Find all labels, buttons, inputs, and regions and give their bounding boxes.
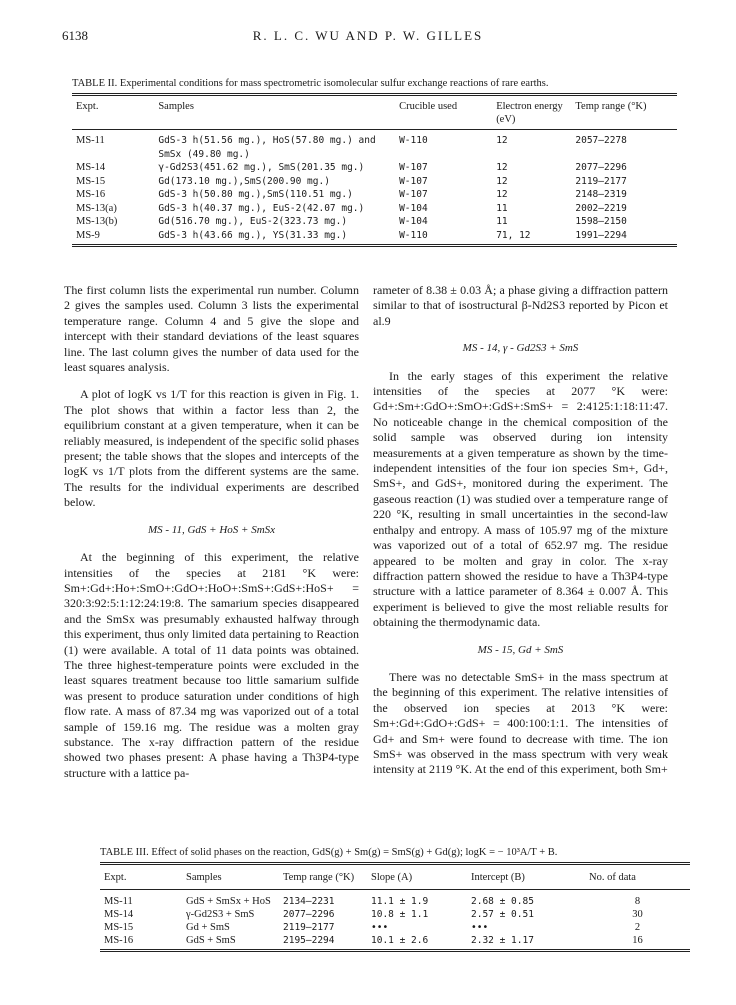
table-cell: MS-13(a) (76, 202, 117, 214)
table-cell: MS-9 (76, 229, 100, 241)
table-cell: 8 (634, 896, 641, 907)
table-cell: W-104 (399, 216, 428, 227)
table-cell: 12 (496, 175, 508, 187)
table-cell: 2002—2219 (575, 202, 627, 214)
table-3-header-count: No. of data (589, 872, 636, 883)
table-cell: W-110 (399, 229, 428, 241)
table-cell: 2134—2231 (283, 896, 335, 907)
table-cell: GdS + SmS (186, 935, 236, 946)
table-cell: 2.32 ± 1.17 (471, 935, 534, 946)
table-cell: MS-15 (76, 175, 106, 187)
table-cell: 2077—2296 (283, 909, 335, 920)
table-row (100, 908, 690, 921)
table-3-header-slope: Slope (A) (371, 872, 413, 883)
section-subheading: MS - 14, γ - Gd2S3 + SmS (462, 342, 579, 355)
table-cell: MS-13(b) (76, 216, 118, 227)
table-cell: MS-11 (76, 135, 105, 146)
table-cell: Gd(516.70 mg.), EuS-2(323.73 mg.) (158, 216, 348, 227)
table-3 (100, 862, 690, 952)
table-cell: 2119—2177 (283, 922, 335, 933)
table-cell: Gd + SmS (186, 922, 230, 933)
section-subheading: MS - 11, GdS + HoS + SmSx (147, 523, 276, 536)
table-cell: Gd(173.10 mg.),SmS(200.90 mg.) (158, 175, 330, 187)
table-cell: ••• (471, 922, 489, 933)
table-2-header-expt: Expt. (76, 101, 99, 112)
table-3-header-expt: Expt. (104, 872, 127, 883)
table-3-header-row (100, 864, 690, 890)
table-3-header-temp: Temp range (°K) (283, 872, 355, 883)
table-row (100, 934, 690, 951)
table-cell: 71, 12 (496, 229, 531, 241)
table-cell: W-107 (399, 162, 428, 173)
table-cell: ••• (371, 922, 389, 933)
table-cell: MS-15 (104, 922, 134, 933)
table-cell: 30 (632, 909, 643, 920)
table-cell: W-107 (399, 175, 428, 187)
table-2-header-samples: Samples (158, 101, 194, 112)
table-cell: 16 (632, 935, 643, 946)
table-cell: 2.57 ± 0.51 (471, 909, 534, 920)
table-cell: 1598—2150 (575, 216, 627, 227)
table-2-caption: TABLE II. Experimental conditions for mass spectrometric isomolecular sulfur exchange reactions of rare earths. (72, 78, 549, 89)
table-cell: γ-Gd2S3(451.62 mg.), SmS(201.35 mg.) (158, 162, 365, 173)
left-text-column (64, 283, 359, 781)
table-3-header-samples: Samples (186, 872, 222, 883)
table-cell: W-104 (399, 202, 428, 214)
table-cell: GdS + SmSx + HoS (186, 896, 271, 907)
table-cell: W-110 (399, 135, 428, 146)
table-cell: GdS-3 h(40.37 mg.), EuS-2(42.07 mg.) (158, 202, 365, 214)
table-3-header-intercept: Intercept (B) (471, 872, 525, 883)
table-cell: 10.8 ± 1.1 (371, 909, 429, 920)
table-row (72, 188, 677, 202)
body-paragraph: rameter of 8.38 ± 0.03 Å; a phase giving a diffraction pattern similar to that of isostructural β-Nd2S3 reported by Picon et al.9 (373, 283, 668, 328)
body-paragraph: In the early stages of this experiment the relative intensities of the species at 2077 °K were: Gd+:Sm+:GdO+:SmO+:GdS+:SmS+ = 2:4125:1:18:11:47. No noticeable change in the chemical composition of the solid sample was observed during ion intensity measurements at a given temperature as shown by the time-independent intensities of the four ion species Sm+, Gd+, SmS+, and GdS+, monitored during the experiment. The gaseous reaction (1) was studied over a temperature range of 220 °K, resulting in small uncertainties in the second-law enthalpy and entropy. A mass of 105.97 mg of the mixture was vaporized out of a total of 652.97 mg. The residue appeared to be molten and gray in color. The x-ray diffraction pattern showed the residue to have a Th3P4-type structure with a lattice parameter of 8.364 ± 0.007 Å. This experiment is believed to give the most reliable results for obtaining the thermodynamic data. (373, 368, 668, 630)
table-cell: 2 (634, 922, 641, 933)
table-row (100, 921, 690, 934)
table-2-header-temp: Temp range (°K) (575, 101, 647, 112)
body-paragraph: At the beginning of this experiment, the relative intensities of the species at 2181 °K were: Sm+:Gd+:Ho+:SmO+:GdO+:HoO+:SmS+:GdS+:HoS+ = 320:3:92:5:1:12:24:19:8. The samarium species disappeared and the SmSx was presumably exhausted halfway through this experiment, thus only limited data pertaining to Reaction (1) were available. A total of 11 data points was obtained. The three highest-temperature points were excluded in the least squares treatment because too little samarium sulfide was present to produce saturation under conditions of high flow rate. A mass of 87.34 mg was vaporized out of a total sample of 159.16 mg. The residue was a molten gray substance. The x-ray diffraction pattern of the residue showed two phases present: A phase having a Th3P4-type structure with a lattice pa- (64, 550, 359, 780)
table-2-header-row (72, 95, 677, 130)
table-cell: 2.68 ± 0.85 (471, 896, 534, 907)
table-cell: GdS-3 h(43.66 mg.), YS(31.33 mg.) (158, 229, 348, 241)
table-3-caption: TABLE III. Effect of solid phases on the reaction, GdS(g) + Sm(g) = SmS(g) + Gd(g); logK = − 10³A/T + B. (100, 847, 558, 858)
right-text-column (373, 283, 668, 778)
table-row (72, 130, 677, 162)
table-cell: 11 (496, 202, 508, 214)
table-cell: GdS-3 h(50.80 mg.),SmS(110.51 mg.) (158, 189, 353, 200)
table-cell: 11.1 ± 1.9 (371, 896, 429, 907)
table-cell: 12 (496, 135, 508, 146)
table-cell: 2148—2319 (575, 189, 627, 200)
table-cell: MS-16 (76, 189, 106, 200)
body-paragraph: There was no detectable SmS+ in the mass spectrum at the beginning of this experiment. The relative intensities of the observed ion species at 2013 °K were: Sm+:Gd+:GdO+:GdS+ = 400:100:1:1. The intensities of Gd+ and Sm+ were found to decrease with time. The ion SmS+ was observed in the mass spectrum with very weak intensity at 2119 °K. At the end of this experiment, both Sm+ (373, 669, 668, 777)
table-cell: 2195—2294 (283, 935, 335, 946)
table-cell: 1991—2294 (575, 229, 627, 241)
running-head: R. L. C. WU AND P. W. GILLES (252, 28, 484, 43)
table-cell: 2077—2296 (575, 162, 627, 173)
table-2 (72, 93, 677, 247)
table-cell: MS-11 (104, 896, 133, 907)
body-paragraph: The first column lists the experimental run number. Column 2 gives the samples used. Column 3 lists the experimental temperature range. Column 4 and 5 give the slope and intercept with their standard deviations of the least squares line. The last column gives the number of data used for the least squares analysis. (64, 283, 359, 375)
table-row (72, 175, 677, 189)
table-cell: MS-14 (76, 162, 106, 173)
table-cell: W-107 (399, 189, 428, 200)
table-cell: MS-16 (104, 935, 134, 946)
table-cell: γ-Gd2S3 + SmS (186, 909, 255, 920)
table-2-header-crucible: Crucible used (399, 101, 458, 112)
table-row (72, 161, 677, 175)
table-2-header-energy: Electron energy (eV) (496, 101, 563, 125)
table-row (100, 890, 690, 909)
table-cell: MS-14 (104, 909, 134, 920)
table-cell: 2119—2177 (575, 175, 627, 187)
table-row (72, 229, 677, 246)
section-subheading: MS - 15, Gd + SmS (477, 643, 564, 656)
table-cell: 10.1 ± 2.6 (371, 935, 429, 946)
table-cell: 12 (496, 162, 508, 173)
table-cell: 11 (496, 216, 508, 227)
table-row (72, 202, 677, 216)
table-cell: 12 (496, 189, 508, 200)
page-number: 6138 (62, 28, 88, 43)
table-cell: GdS-3 h(51.56 mg.), HoS(57.80 mg.) and SmSx (49.80 mg.) (158, 135, 376, 160)
table-cell: 2057—2278 (575, 135, 627, 146)
table-row (72, 215, 677, 229)
body-paragraph: A plot of logK vs 1/T for this reaction is given in Fig. 1. The plot shows that within a factor less than 2, the equilibrium constant at a given temperature, when it can be reliably measured, is independent of the specific solid phases present; the table shows that the slopes and intercepts of the logK vs 1/T plots from the different systems are the same. The results for the individual experiments are described below. (64, 387, 359, 510)
